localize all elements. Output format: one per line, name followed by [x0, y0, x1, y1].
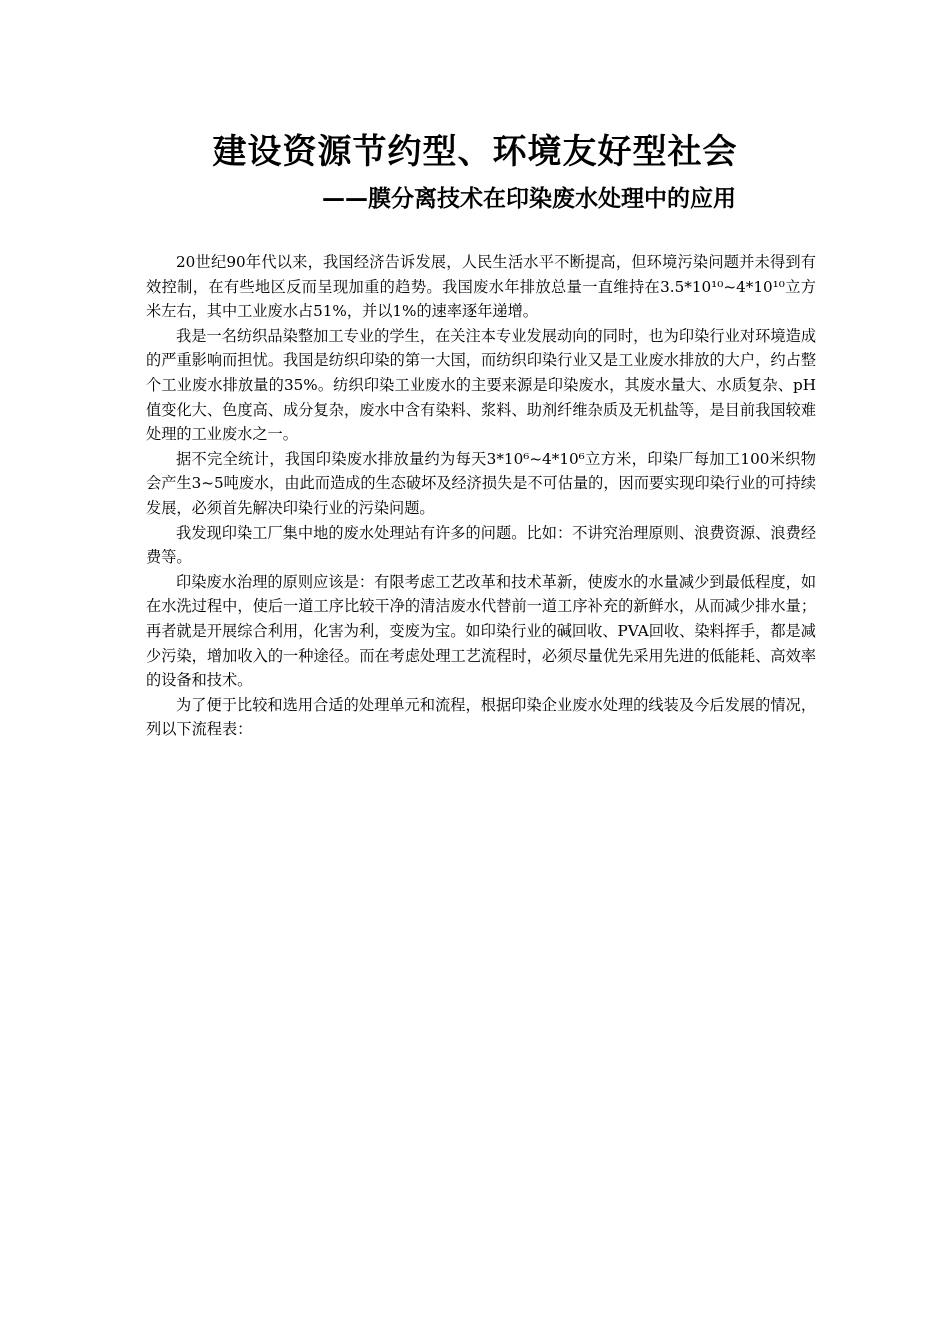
document-subtitle: ——膜分离技术在印染废水处理中的应用: [322, 186, 736, 212]
paragraph-4: 我发现印染工厂集中地的废水处理站有许多的问题。比如：不讲究治理原则、浪费资源、浪费经费等。: [146, 523, 816, 567]
paragraph-2: 我是一名纺织品染整加工专业的学生，在关注本专业发展动向的同时，也为印染行业对环境造成的严重影响而担忧。我国是纺织印染的第一大国，而纺织印染行业又是工业废水排放的大户，约占整个工业废水排放量的35%。纺织印染工业废水的主要来源是印染废水，其废水量大、水质复杂、pH值变化大、色度高、成分复杂，废水中含有染料、浆料、助剂纤维杂质及无机盐等，是目前我国较难处理的工业废水之一。: [146, 326, 816, 444]
paragraph-6: 为了便于比较和选用合适的处理单元和流程，根据印染企业废水处理的线装及今后发展的情况，列以下流程表：: [146, 695, 816, 739]
document-title: 建设资源节约型、环境友好型社会: [212, 132, 738, 172]
paragraph-3: 据不完全统计，我国印染废水排放量约为每天3*10⁶~4*10⁶立方米，印染厂每加工100米织物会产生3~5吨废水，由此而造成的生态破坏及经济损失是不可估量的，因而要实现印染行业的可持续发展，必须首先解决印染行业的污染问题。: [146, 449, 816, 517]
paragraph-1: 20世纪90年代以来，我国经济告诉发展，人民生活水平不断提高，但环境污染问题并未得到有效控制，在有些地区反而呈现加重的趋势。我国废水年排放总量一直维持在3.5*10¹⁰~4*10¹⁰立方米左右，其中工业废水占51%，并以1%的速率逐年递增。: [146, 253, 816, 321]
document-body: [146, 250, 816, 742]
paragraph-5: 印染废水治理的原则应该是：有限考虑工艺改革和技术革新，使废水的水量减少到最低程度，如在水洗过程中，使后一道工序比较干净的清洁废水代替前一道工序补充的新鲜水，从而减少排水量；再者就是开展综合利用，化害为利，变废为宝。如印染行业的碱回收、PVA回收、染料挥手，都是减少污染，增加收入的一种途径。而在考虑处理工艺流程时，必须尽量优先采用先进的低能耗、高效率的设备和技术。: [146, 572, 816, 690]
